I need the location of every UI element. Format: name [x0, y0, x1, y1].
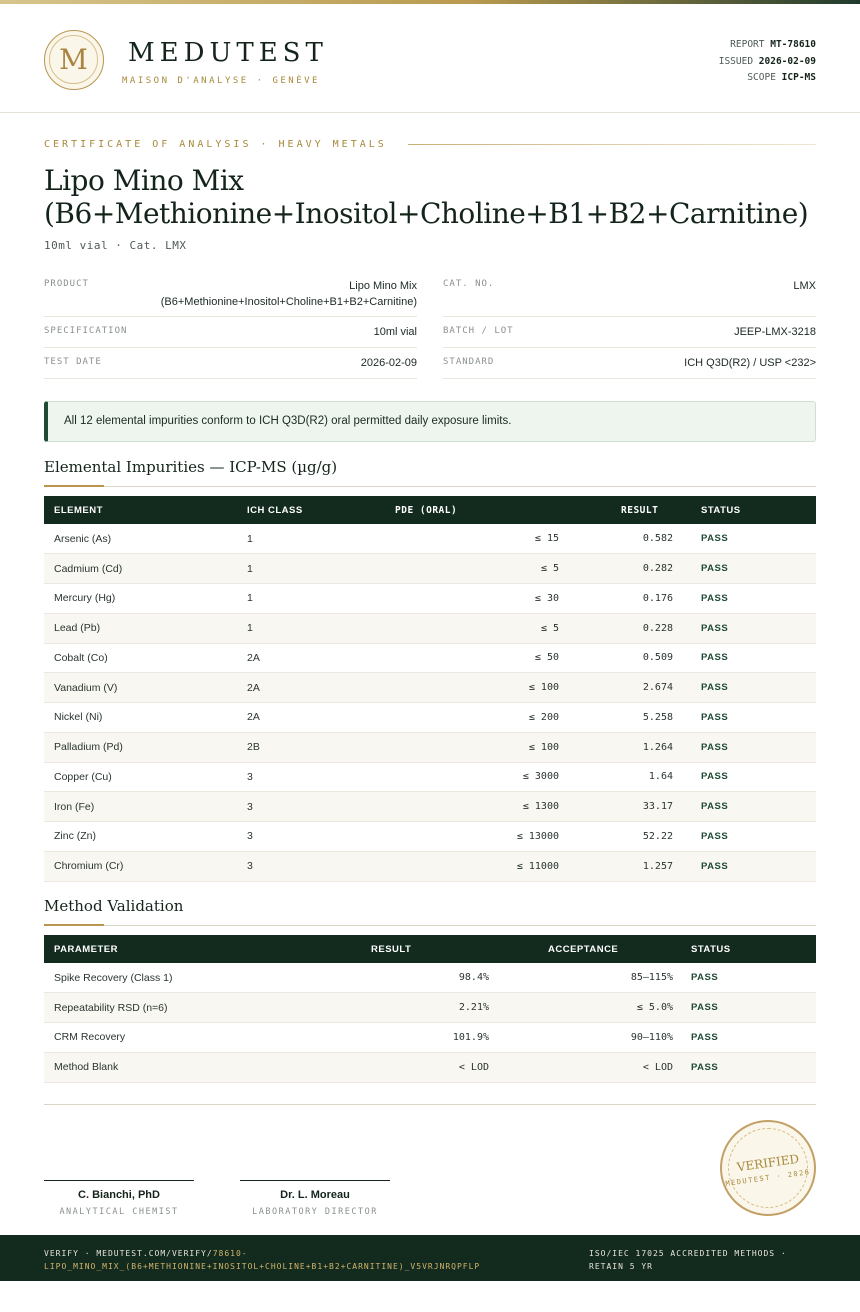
impurities-section-rule	[44, 486, 816, 487]
table-row	[44, 963, 816, 993]
info-row-batch	[443, 317, 816, 348]
footer	[0, 1235, 860, 1281]
result-cell: 0.228	[569, 613, 691, 643]
status-badge: PASS	[691, 822, 816, 852]
pde-cell: ≤ 50	[347, 643, 569, 673]
parameter-cell: Repeatability RSD (n=6)	[44, 993, 344, 1023]
brand-tagline: MAISON D'ANALYSE · GENÈVE	[122, 76, 320, 86]
result-cell: 0.282	[569, 554, 691, 584]
pde-cell: ≤ 200	[347, 703, 569, 733]
status-badge: PASS	[691, 524, 816, 554]
info-panel-right	[443, 270, 816, 379]
status-badge: PASS	[691, 703, 816, 733]
ich-class-cell: 2A	[237, 703, 347, 733]
signatory-role: LABORATORY DIRECTOR	[252, 1207, 378, 1217]
status-badge: PASS	[691, 792, 816, 822]
signature-line	[44, 1180, 194, 1181]
logo-letter: M	[49, 35, 98, 84]
signature-block	[44, 1180, 194, 1217]
ich-class-cell: 3	[237, 851, 347, 881]
info-panel-left	[44, 270, 417, 379]
signature-line	[240, 1180, 390, 1181]
status-badge: PASS	[681, 1052, 816, 1082]
ich-class-cell: 2A	[237, 673, 347, 703]
verified-seal	[720, 1120, 816, 1216]
column-header: ELEMENT	[54, 504, 103, 516]
pde-cell: ≤ 11000	[347, 851, 569, 881]
pde-cell: ≤ 1300	[347, 792, 569, 822]
info-label: PRODUCT	[44, 279, 89, 289]
impurities-section-title: Elemental Impurities — ICP-MS (µg/g)	[44, 458, 338, 476]
pde-cell: ≤ 30	[347, 584, 569, 614]
validation-result-cell: 101.9%	[344, 1023, 495, 1053]
impurities-table	[44, 496, 816, 882]
status-badge: PASS	[681, 1023, 816, 1053]
element-cell: Lead (Pb)	[44, 613, 237, 643]
ich-class-cell: 1	[237, 584, 347, 614]
element-cell: Palladium (Pd)	[44, 732, 237, 762]
brand-name: MEDUTEST	[128, 38, 328, 68]
validation-section-rule	[44, 925, 816, 926]
validation-result-cell: < LOD	[344, 1052, 495, 1082]
column-header: RESULT	[621, 504, 659, 516]
scope-label: SCOPE	[747, 72, 776, 83]
signature-divider	[44, 1104, 816, 1105]
table-row	[44, 643, 816, 673]
status-badge: PASS	[691, 584, 816, 614]
pde-cell: ≤ 15	[347, 524, 569, 554]
column-header: ICH CLASS	[247, 504, 303, 516]
product-title	[44, 164, 808, 230]
info-value: Lipo Mino Mix	[349, 280, 417, 292]
info-label: TEST DATE	[44, 357, 102, 367]
table-row	[44, 822, 816, 852]
table-row	[44, 1023, 816, 1053]
result-cell: 1.264	[569, 732, 691, 762]
pde-cell: ≤ 100	[347, 673, 569, 703]
column-header: ACCEPTANCE	[548, 943, 619, 955]
column-header: PDE (ORAL)	[395, 504, 458, 516]
info-value-line2: (B6+Methionine+Inositol+Choline+B1+B2+Carnitine)	[160, 296, 417, 308]
status-badge: PASS	[691, 673, 816, 703]
result-cell: 1.64	[569, 762, 691, 792]
ich-class-cell: 3	[237, 792, 347, 822]
status-badge: PASS	[681, 963, 816, 993]
info-value: LMX	[793, 280, 816, 292]
info-row-cat-no	[443, 270, 816, 317]
conformity-notice: All 12 elemental impurities conform to ICH Q3D(R2) oral permitted daily exposure limits.	[44, 401, 816, 442]
column-header: STATUS	[691, 943, 731, 955]
scope-line	[719, 70, 816, 87]
element-cell: Iron (Fe)	[44, 792, 237, 822]
ich-class-cell: 1	[237, 524, 347, 554]
status-badge: PASS	[691, 732, 816, 762]
table-row	[44, 851, 816, 881]
element-cell: Cobalt (Co)	[44, 643, 237, 673]
element-cell: Arsenic (As)	[44, 524, 237, 554]
impurities-header-row	[44, 496, 816, 524]
issued-label: ISSUED	[718, 55, 754, 67]
table-row	[44, 703, 816, 733]
table-row	[44, 524, 816, 554]
result-cell: 52.22	[569, 822, 691, 852]
element-cell: Mercury (Hg)	[44, 584, 237, 614]
table-row	[44, 792, 816, 822]
info-row-specification	[44, 317, 417, 348]
parameter-cell: CRM Recovery	[44, 1023, 344, 1053]
element-cell: Vanadium (V)	[44, 673, 237, 703]
validation-table	[44, 935, 816, 1083]
column-header: RESULT	[371, 943, 412, 955]
result-cell: 0.582	[569, 524, 691, 554]
impurities-table-body	[44, 524, 816, 881]
ich-class-cell: 3	[237, 822, 347, 852]
result-cell: 1.257	[569, 851, 691, 881]
header	[0, 4, 860, 113]
product-title-line2: (B6+Methionine+Inositol+Choline+B1+B2+Carnitine)	[44, 197, 809, 230]
acceptance-cell: < LOD	[495, 1052, 681, 1082]
scope-value: ICP-MS	[781, 72, 816, 83]
acceptance-cell: 90–110%	[495, 1023, 681, 1053]
acceptance-cell: 85–115%	[495, 963, 681, 993]
status-badge: PASS	[681, 993, 816, 1023]
validation-result-cell: 2.21%	[344, 993, 495, 1023]
parameter-cell: Spike Recovery (Class 1)	[44, 963, 344, 993]
validation-table-body	[44, 963, 816, 1082]
info-row-product	[44, 270, 417, 317]
report-label: REPORT	[730, 39, 765, 50]
info-label: BATCH / LOT	[443, 326, 514, 336]
result-cell: 0.509	[569, 643, 691, 673]
eyebrow-divider	[408, 144, 816, 145]
column-header: STATUS	[701, 504, 741, 516]
validation-result-cell: 98.4%	[344, 963, 495, 993]
verify-code-continued: LIPO_MINO_MIX_(B6+METHIONINE+INOSITOL+CHOLINE+B1+B2+CARNITINE)_V5VRJNRQPFLP	[44, 1262, 481, 1271]
info-value: ICH Q3D(R2) / USP <232>	[684, 357, 816, 369]
info-label: CAT. NO.	[443, 279, 495, 289]
table-row	[44, 732, 816, 762]
signatory-name: Dr. L. Moreau	[280, 1189, 350, 1201]
element-cell: Chromium (Cr)	[44, 851, 237, 881]
table-row	[44, 762, 816, 792]
element-cell: Copper (Cu)	[44, 762, 237, 792]
table-row	[44, 554, 816, 584]
report-number: MT-78610	[770, 39, 816, 50]
report-number-line	[719, 37, 816, 54]
result-cell: 0.176	[569, 584, 691, 614]
verify-code: 78610-	[212, 1249, 248, 1258]
issued-date: 2026-02-09	[758, 55, 816, 67]
pde-cell: ≤ 5	[347, 554, 569, 584]
info-value: 2026-02-09	[360, 357, 417, 369]
pde-cell: ≤ 100	[347, 732, 569, 762]
certificate-eyebrow: CERTIFICATE OF ANALYSIS · HEAVY METALS	[44, 139, 387, 150]
status-badge: PASS	[691, 762, 816, 792]
table-row	[44, 993, 816, 1023]
ich-class-cell: 1	[237, 613, 347, 643]
verify-prefix: VERIFY · MEDUTEST.COM/VERIFY/	[44, 1249, 213, 1258]
pde-cell: ≤ 5	[347, 613, 569, 643]
result-cell: 33.17	[569, 792, 691, 822]
element-cell: Zinc (Zn)	[44, 822, 237, 852]
table-row	[44, 613, 816, 643]
status-badge: PASS	[691, 643, 816, 673]
validation-header-row	[44, 935, 816, 963]
column-header: PARAMETER	[54, 943, 118, 955]
table-row	[44, 584, 816, 614]
signature-block	[240, 1180, 390, 1217]
ich-class-cell: 1	[237, 554, 347, 584]
status-badge: PASS	[691, 613, 816, 643]
ich-class-cell: 2B	[237, 732, 347, 762]
seal-caption: MEDUTEST · 2026	[725, 1168, 811, 1188]
info-value: JEEP-LMX-3218	[734, 326, 816, 338]
product-subtitle: 10ml vial · Cat. LMX	[44, 239, 187, 252]
info-value: 10ml vial	[373, 326, 417, 338]
table-row	[44, 1052, 816, 1082]
status-badge: PASS	[691, 554, 816, 584]
accreditation-note: ISO/IEC 17025 ACCREDITED METHODS · RETAIN 5 YR	[589, 1249, 787, 1271]
info-row-test-date	[44, 348, 417, 379]
issued-line	[719, 54, 816, 71]
parameter-cell: Method Blank	[44, 1052, 344, 1082]
info-label: STANDARD	[443, 357, 495, 367]
product-title-line1: Lipo Mino Mix	[44, 164, 244, 197]
ich-class-cell: 3	[237, 762, 347, 792]
result-cell: 5.258	[569, 703, 691, 733]
report-meta	[719, 37, 816, 87]
validation-section-title: Method Validation	[44, 897, 184, 915]
signatory-role: ANALYTICAL CHEMIST	[59, 1207, 179, 1217]
acceptance-cell: ≤ 5.0%	[495, 993, 681, 1023]
info-row-standard	[443, 348, 816, 379]
verify-link[interactable]	[44, 1247, 564, 1273]
table-row	[44, 673, 816, 703]
element-cell: Nickel (Ni)	[44, 703, 237, 733]
ich-class-cell: 2A	[237, 643, 347, 673]
seal-word: VERIFIED	[736, 1151, 800, 1175]
result-cell: 2.674	[569, 673, 691, 703]
element-cell: Cadmium (Cd)	[44, 554, 237, 584]
pde-cell: ≤ 3000	[347, 762, 569, 792]
status-badge: PASS	[691, 851, 816, 881]
impurities-section-accent	[44, 485, 104, 487]
validation-section-accent	[44, 924, 104, 926]
info-label: SPECIFICATION	[44, 326, 128, 336]
pde-cell: ≤ 13000	[347, 822, 569, 852]
brand-logo	[44, 30, 104, 90]
signatory-name: C. Bianchi, PhD	[78, 1189, 160, 1201]
